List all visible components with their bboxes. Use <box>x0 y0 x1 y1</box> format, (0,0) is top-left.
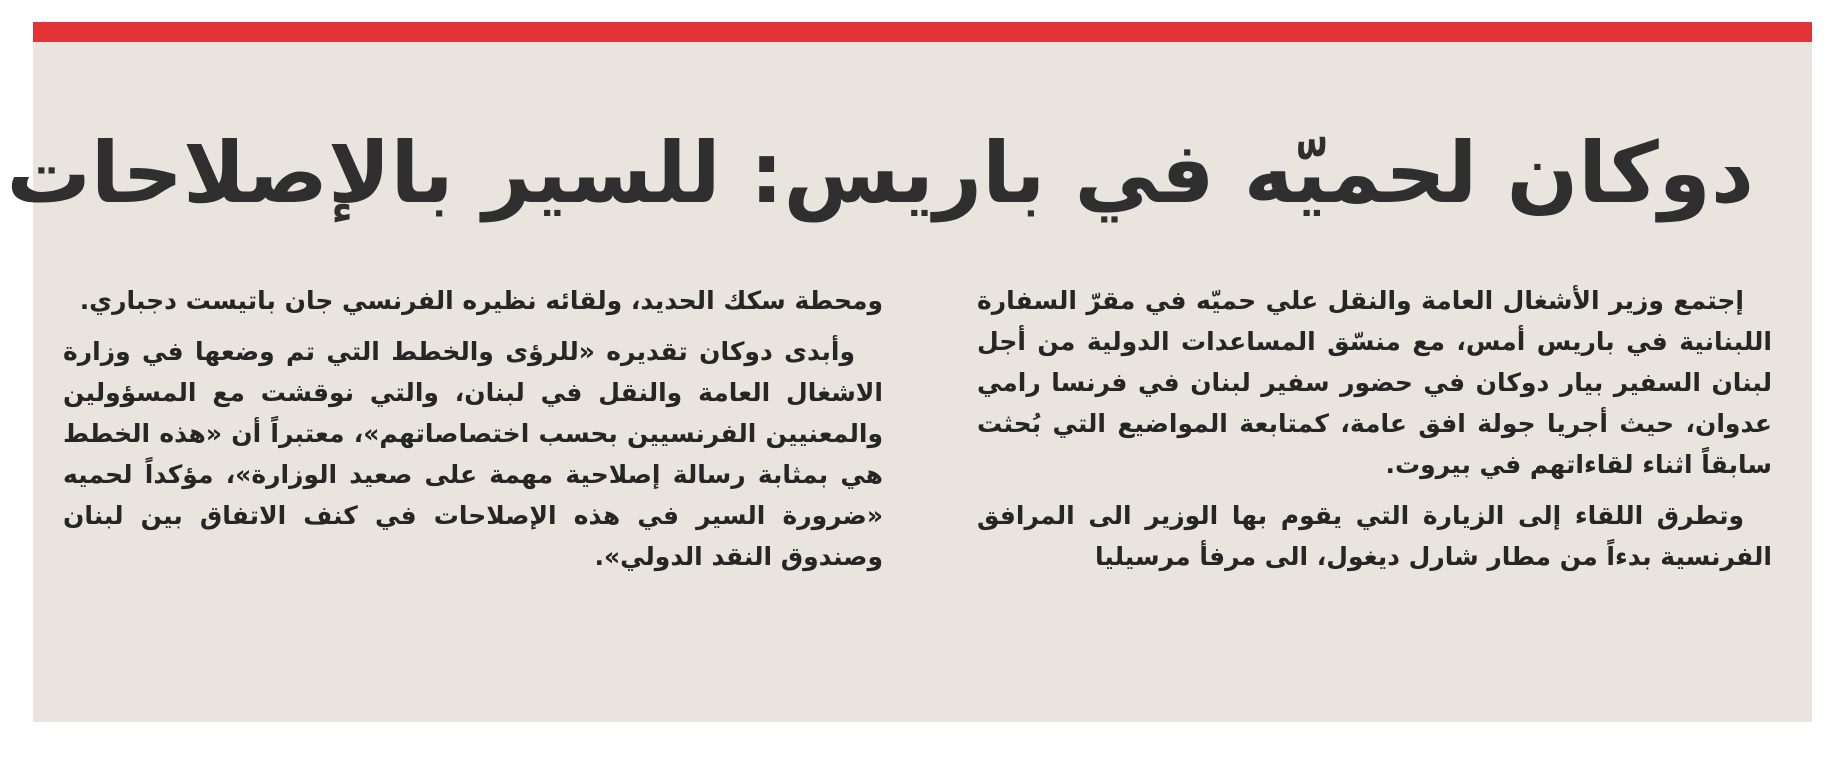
news-article <box>6 22 1812 722</box>
article-paragraph: إجتمع وزير الأشغال العامة والنقل علي حميّه في مقرّ السفارة اللبنانية في باريس أمس، مع منسّق المساعدات الدولية من أجل لبنان السفير بيار دوكان في حضور سفير لبنان في فرنسا رامي عدوان، حيث أجريا جولة افق عامة، كمتابعة المواضيع التي بُحثت سابقاً اثناء لقاءاتهم في بيروت. <box>977 286 1772 479</box>
article-headline: دوكان لحميّه في باريس: للسير بالإصلاحات <box>6 124 1754 222</box>
article-paragraph: ومحطة سكك الحديد، ولقائه نظيره الفرنسي جان باتيست دجباري. <box>79 286 883 315</box>
article-paragraph: وتطرق اللقاء إلى الزيارة التي يقوم بها الوزير الى المرافق الفرنسية بدءاً من مطار شارل ديغول، الى مرفأ مرسيليا <box>977 501 1772 571</box>
accent-bar <box>33 22 1812 42</box>
article-column-right <box>977 280 1772 700</box>
article-column-left <box>63 280 883 680</box>
article-paragraph: وأبدى دوكان تقديره «للرؤى والخطط التي تم وضعها في وزارة الاشغال العامة والنقل في لبنان، والتي نوقشت مع المسؤولين والمعنيين الفرنسيين بحسب اختصاصاتهم»، معتبراً أن «هذه الخطط هي بمثابة رسالة إصلاحية مهمة على صعيد الوزارة»، مؤكداً لحميه «ضرورة السير في هذه الإصلاحات في كنف الاتفاق بين لبنان وصندوق النقد الدولي». <box>63 337 883 571</box>
